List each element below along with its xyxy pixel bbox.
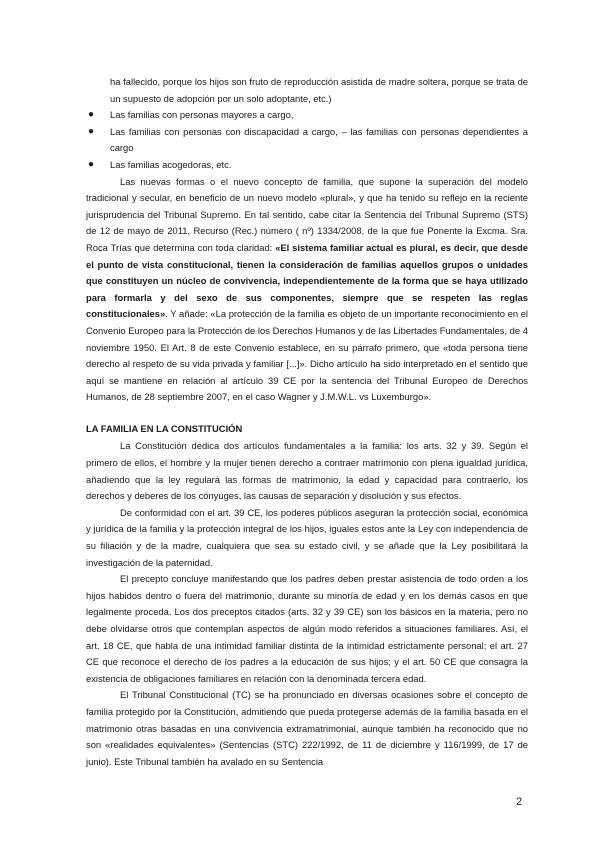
list-item-text: Las familias con personas con discapacidad a cargo, – las familias con personas dependientes a cargo [110, 125, 528, 154]
bold-quote: «El sistema familiar actual es plural, es decir, que desde el punto de vista constitucional, tienen la consideración de familias aquellos grupos o unidades que constituyen un núcleo de convivencia, independientemente de la forma que se haya utilizado para formarla y del sexo de sus componentes, siempre que se respeten las reglas constitucionales» [86, 241, 528, 320]
list-item [86, 124, 528, 157]
paragraph-constitution-articles: La Constitución dedica dos artículos fundamentales a la familia: los arts. 32 y 39. Según el primero de ellos, el hombre y la mujer tienen derecho a contraer matrimonio con plena igualdad jurídica, añadiendo que la ley regulará las formas de matrimonio, la edad y capacidad para contraerlo, los derechos y deberes de los cónyuges, las causas de separación y disolución y sus efectos. [86, 440, 528, 502]
list-item-text: Las familias acogedoras, etc. [110, 158, 232, 170]
section-heading: LA FAMILIA EN LA CONSTITUCIÓN [86, 422, 243, 434]
family-types-list [86, 107, 528, 173]
list-item [86, 107, 528, 124]
bullet-icon: ● [88, 158, 95, 170]
paragraph-article-39: De conformidad con el art. 39 CE, los poderes públicos aseguran la protección social, económica y jurídica de la familia y la protección integral de los hijos, iguales estos ante la Ley con independencia de su filiación y de la madre, cualquiera que sea su estado civil, y se añade que la Ley posibilitará la investigación de la paternidad. [86, 506, 528, 568]
paragraph-constitutional-court: El Tribunal Constitucional (TC) se ha pronunciado en diversas ocasiones sobre el concepto de familia protegido por la Constitución, admitiendo que pueda protegerse además de la familia basada en el matrimonio otras basadas en una convivencia extramatrimonial, aunque también ha reconocido que no son «realidades equivalentes» (Sentencias (STC) 222/1992, de 11 de diciembre y 116/1999, de 17 de junio). Este Tribunal también ha avalado en su Sentencia [86, 689, 528, 767]
bullet-icon: ● [88, 109, 95, 121]
paragraph-new-family-concept [86, 174, 528, 406]
continuation-text: ha fallecido, porque los hijos son fruto de reproducción asistida de madre soltera, porque se trata de un supuesto de adopción por un solo adoptante, etc.) [110, 76, 528, 104]
paragraph-rest: . Y añade: «La protección de la familia es objeto de un importante reconocimiento en el Convenio Europeo para la Protección de los Derechos Humanos y de las Libertades Fundamentales, de 4 noviembre 1950. El Art. 8 de este Convenio establece, en su párrafo primero, que «toda persona tiene derecho al respeto de su vida privada y familiar [...]». Dicho artículo ha sido interpretado en el sentido que aquí se mantiene en relación al artículo 39 CE por la sentencia del Tribunal Europeo de Derechos Humanos, de 28 septiembre 2007, en el caso Wagner y J.M.W.L. vs Luxemburgo». [86, 308, 528, 403]
page-number: 2 [516, 796, 523, 808]
list-item-text: Las familias con personas mayores a cargo, [110, 109, 294, 121]
list-item [86, 157, 528, 174]
paragraph-parental-duties: El precepto concluye manifestando que los padres deben prestar asistencia de todo orden a los hijos habidos dentro o fuera del matrimonio, durante su minoría de edad y en los demás casos en que legalmente proceda. Los dos preceptos citados (arts. 32 y 39 CE) son los básicos en la materia, pero no debe olvidarse otros que contemplan aspectos de algún modo referidos a situaciones familiares. Así, el art. 18 CE, que habla de una intimidad familiar distinta de la intimidad estrictamente personal; el art. 27 CE que reconoce el derecho de los padres a la educación de sus hijos; y el art. 50 CE que consagra la existencia de obligaciones familiares en relación con la denominada tercera edad. [86, 573, 528, 684]
bullet-icon: ● [88, 125, 95, 137]
paragraph-intro: Las nuevas formas o el nuevo concepto de familia, que supone la superación del modelo tradicional y secular, en beneficio de un nuevo modelo «plural», y que ha tenido su reflejo en la reciente jurisprudencia del Tribunal Supremo. En tal sentido, cabe citar la Sentencia del Tribunal Supremo (STS) de 12 de mayo de 2011, Recurso (Rec.) número ( nº) 1334/2008, de la que fue Ponente la Excma. Sra. Roca Trías que determina con toda claridad: [86, 175, 528, 253]
document-body [86, 74, 528, 770]
